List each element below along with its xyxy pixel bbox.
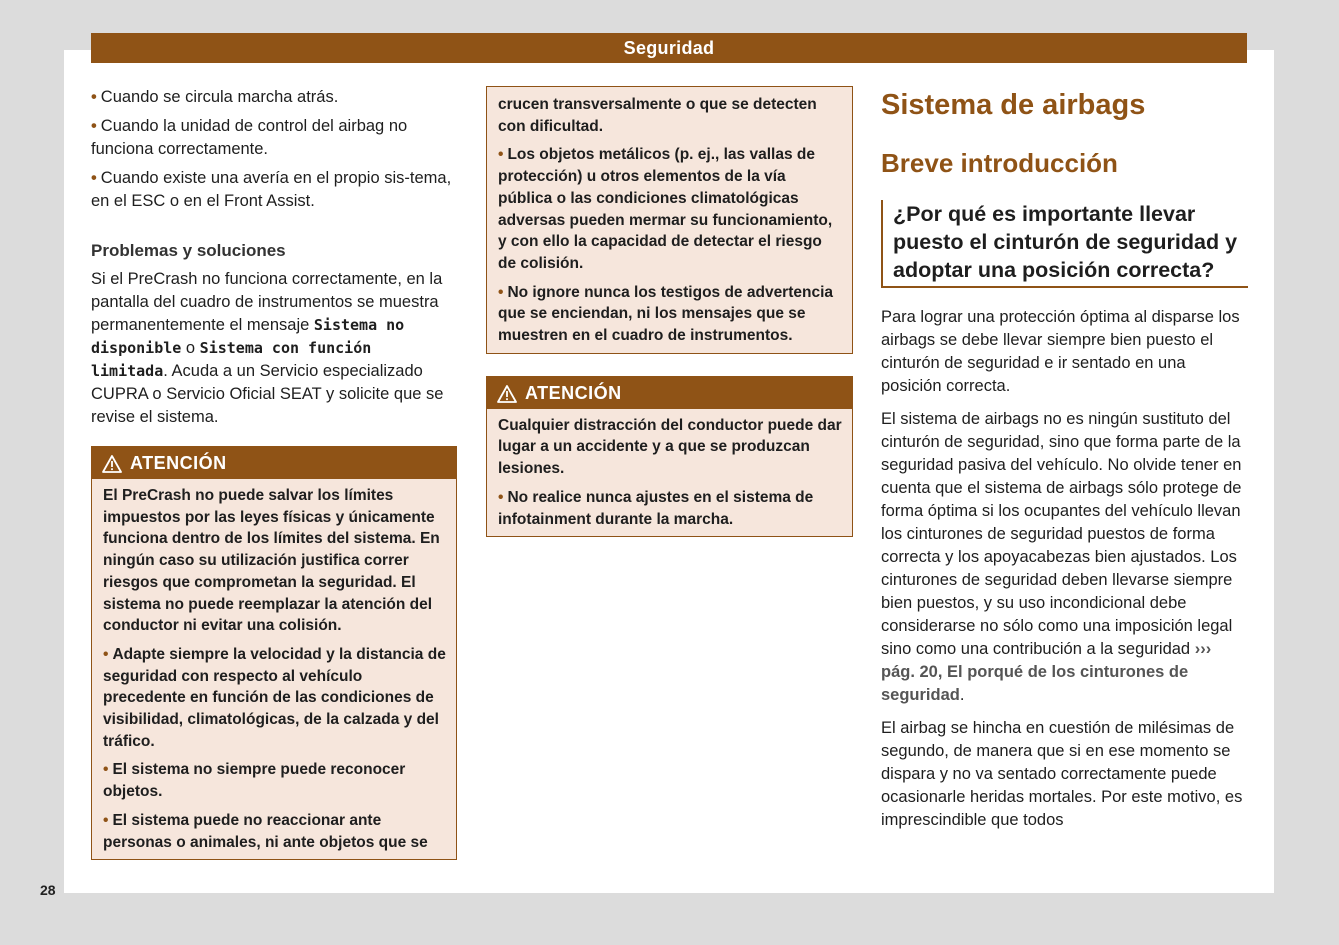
warning-item: • El sistema puede no reaccionar ante personas o animales, ni ante objetos que se [103,811,428,851]
warning-item: • Los objetos metálicos (p. ej., las vallas de protección) u otros elementos de la vía pública o las condiciones climatológicas adversas pueden mermar su funcionamiento, y con ello la capacidad de detectar el riesgo de colisión. [498,146,833,272]
column-middle [486,86,853,537]
bullet-icon: • [498,283,504,301]
bullet-icon: • [103,761,109,779]
column-right [881,86,1248,842]
warning-intro: El PreCrash no puede salvar los límites impuestos por las leyes físicas y únicamente funciona dentro de los límites del sistema. En ningún caso su utilización justifica correr riesgos que comprometan la seguridad. El sistema no puede reemplazar la atención del conductor ni evitar una colisión. [103,487,440,635]
heading-airbag-system: Sistema de airbags [881,89,1146,121]
warning-triangle-icon [497,385,517,403]
list-item: • Cuando la unidad de control del airbag no funciona correctamente. [91,117,408,158]
heading-introduction: Breve introducción [881,148,1118,178]
warning-intro: Cualquier distracción del conductor puede dar lugar a un accidente y a que se produzcan lesiones. [498,416,842,478]
cross-reference-link[interactable]: pág. 20, El porqué de los cinturones de seguridad [881,663,1189,704]
paragraph-inflation: El airbag se hincha en cuestión de milésimas de segundo, de manera que si en ese momento se dispara y no va sentado correctamente puede ocasionarle heridas mortales. Por este motivo, es imprescindible que todos [881,719,1243,829]
list-item: • Cuando existe una avería en el propio sis-tema, en el ESC o en el Front Assist. [91,169,452,210]
warning-item: • Adapte siempre la velocidad y la distancia de seguridad con respecto al vehículo precedente en función de las condiciones de visibilidad, climatológicas, de la calzada y del tráfico. [103,645,446,750]
bullet-icon: • [103,811,109,829]
warning-body [92,479,456,859]
warning-item: • No ignore nunca los testigos de advertencia que se enciendan, ni los mensajes que se muestren en el cuadro de instrumentos. [498,283,834,345]
warning-triangle-icon [102,455,122,473]
warning-item: • El sistema no siempre puede reconocer objetos. [103,761,406,801]
cross-reference-arrow-icon: ››› [1194,640,1212,658]
section-header: Seguridad [91,33,1247,63]
question-heading-box [881,200,1248,288]
list-item: • Cuando se circula marcha atrás. [91,88,339,106]
subheading-problems: Problemas y soluciones [91,241,286,260]
warning-box-distraction [486,376,853,538]
warning-box-continued [486,86,853,354]
warning-header: ATENCIÓN [92,447,456,479]
bullet-icon: • [91,169,97,187]
bullet-icon: • [498,146,504,164]
page-number: 28 [40,882,56,898]
heading-question: ¿Por qué es importante llevar puesto el cinturón de seguridad y adoptar una posición correcta? [893,202,1238,282]
warning-item: • No realice nunca ajustes en el sistema de infotainment durante la marcha. [498,488,814,528]
warning-body [487,87,852,353]
warning-header: ATENCIÓN [487,377,852,409]
paragraph-problems: Si el PreCrash no funciona correctamente, en la pantalla del cuadro de instrumentos se muestra permanentemente el mensaje Sistema no disponible o Sistema con función limitada. Acuda a un Servicio especializado CUPRA o Servicio Oficial SEAT y solicite que se revise el sistema. [91,270,444,426]
bullet-icon: • [103,645,109,663]
bullet-icon: • [91,88,97,106]
warning-body [487,409,852,537]
warning-box-precrash [91,446,457,860]
paragraph-protection: Para lograr una protección óptima al disparse los airbags se debe llevar siempre bien puesto el cinturón de seguridad e ir sentado en una posición correcta. [881,308,1240,395]
column-left [91,86,457,860]
bullet-icon: • [498,488,504,506]
paragraph-airbag-system: El sistema de airbags no es ningún sustituto del cinturón de seguridad, sino que forma parte de la seguridad pasiva del vehículo. No olvide tener en cuenta que el sistema de airbags sólo protege de forma óptima si los ocupantes del vehículo llevan los cinturones de seguridad puestos de forma correcta y los apoyacabezas bien ajustados. Los cinturones de seguridad deben llevarse siempre bien puestos, y su uso incondicional debe considerarse no sólo como una imposición legal sino como una contribución a la seguridad ››› pág. 20, El porqué de los cinturones de seguridad. [881,410,1242,704]
message-unavailable: Sistema no disponible [91,316,405,357]
message-limited: Sistema con función limitada [91,339,372,380]
bullet-icon: • [91,117,97,135]
warning-intro: crucen transversalmente o que se detecten con dificultad. [498,96,817,135]
